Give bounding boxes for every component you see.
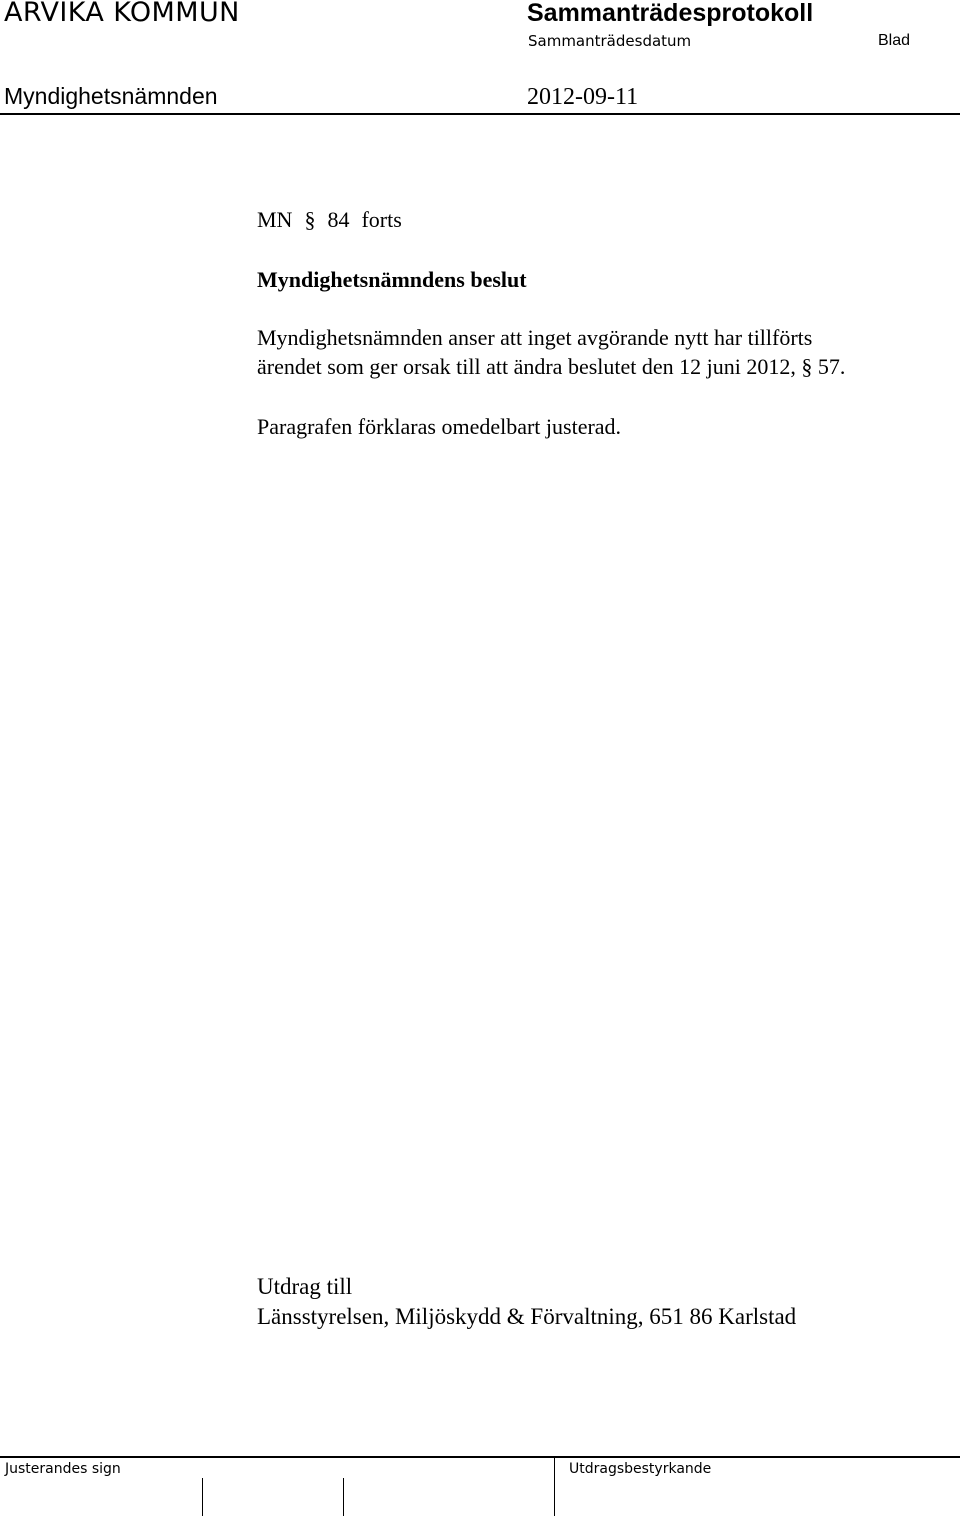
section-number: 84 — [327, 207, 350, 232]
footer-divider — [0, 1456, 960, 1458]
signatures-label: Justerandes sign — [5, 1461, 121, 1477]
signature-box-divider-3 — [554, 1458, 555, 1516]
decision-line-1: Myndighetsnämnden anser att inget avgörande nytt har tillförts — [257, 325, 813, 350]
excerpt-label: Utdrag till — [257, 1274, 353, 1299]
adjustment-paragraph: Paragrafen förklaras omedelbart justerad. — [257, 414, 622, 439]
document-title: Sammanträdesprotokoll — [527, 0, 814, 27]
organization-name: ARVIKA KOMMUN — [4, 0, 240, 28]
certification-label: Utdragsbestyrkande — [569, 1461, 712, 1477]
section-reference — [257, 205, 402, 234]
header-divider — [0, 113, 960, 115]
committee-name: Myndighetsnämnden — [4, 83, 218, 109]
section-suffix: forts — [361, 207, 402, 232]
section-symbol: § — [304, 207, 316, 232]
excerpt-block — [257, 1272, 796, 1332]
section-prefix: MN — [257, 207, 293, 232]
excerpt-recipient: Länsstyrelsen, Miljöskydd & Förvaltning, 651 86 Karlstad — [257, 1304, 797, 1329]
meeting-date: 2012-09-11 — [527, 84, 639, 110]
decision-heading: Myndighetsnämndens beslut — [257, 267, 527, 292]
decision-paragraph — [257, 323, 845, 381]
signature-box-divider-2 — [343, 1478, 344, 1516]
page-label: Blad — [878, 32, 911, 49]
meeting-date-label: Sammanträdesdatum — [528, 32, 692, 50]
decision-line-2: ärendet som ger orsak till att ändra beslutet den 12 juni 2012, § 57. — [257, 354, 846, 379]
signature-box-divider-1 — [202, 1478, 203, 1516]
